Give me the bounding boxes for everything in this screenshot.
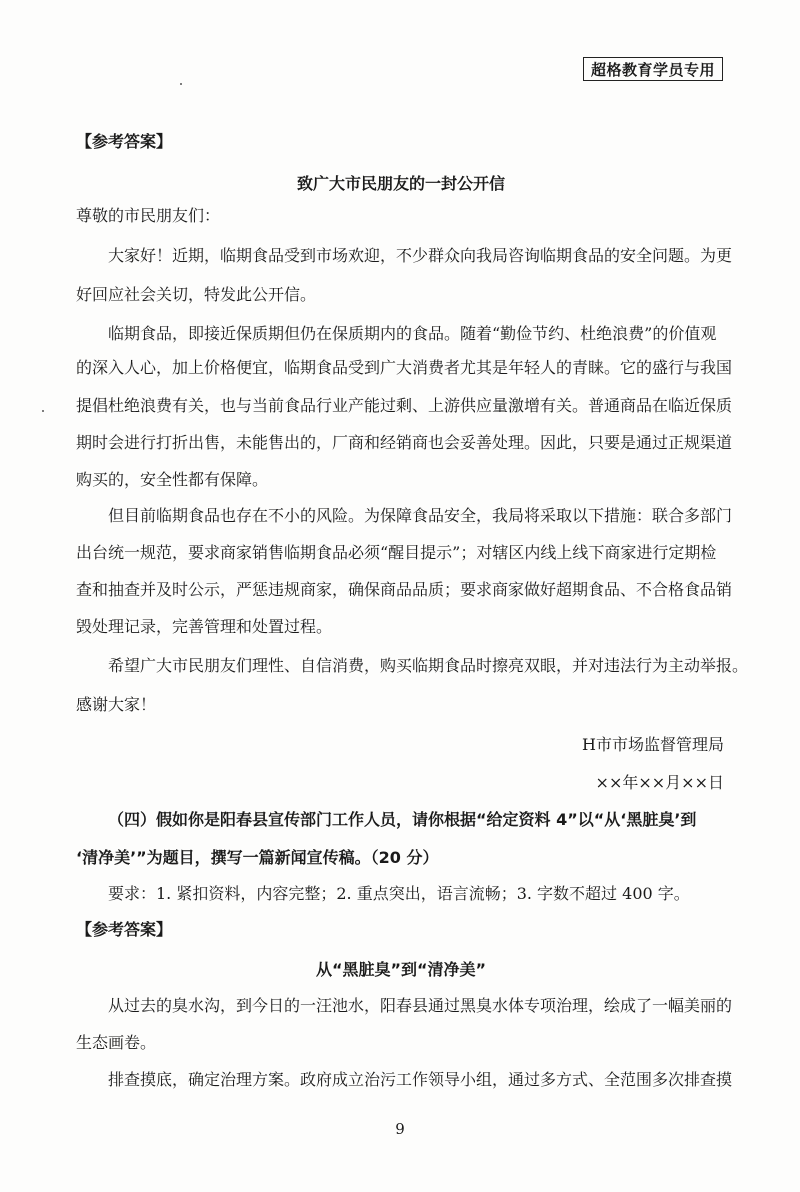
paragraph-line: 感谢大家！	[76, 695, 157, 714]
paragraph-line: 购买的，安全性都有保障。	[76, 470, 269, 489]
paragraph-line: 出台统一规范，要求商家销售临期食品必须“醒目提示”；对辖区内线上线下商家进行定期检	[76, 543, 717, 562]
question-4-requirement: 要求：1. 紧扣资料，内容完整；2. 重点突出，语言流畅；3. 字数不超过 400 字。	[108, 884, 690, 903]
question-4-line-2: ‘清净美’”为题目，撰写一篇新闻宣传稿。（20 分）	[76, 848, 439, 867]
article-title: 从“黑脏臭”到“清净美”	[315, 960, 487, 979]
letter-title: 致广大市民朋友的一封公开信	[296, 174, 505, 193]
paragraph-line: 期时会进行打折出售，未能售出的，厂商和经销商也会妥善处理。因此，只要是通过正规渠道	[76, 433, 733, 452]
paragraph-line: 希望广大市民朋友们理性、自信消费，购买临期食品时擦亮双眼，并对违法行为主动举报。	[108, 656, 749, 675]
paragraph-line: 临期食品，即接近保质期但仍在保质期内的食品。随着“勤俭节约、杜绝浪费”的价值观	[108, 324, 717, 343]
paragraph-line: 但目前临期食品也存在不小的风险。为保障食品安全，我局将采取以下措施：联合多部门	[108, 506, 733, 525]
scan-speck	[180, 83, 182, 85]
paragraph-line: 查和抽查并及时公示，严惩违规商家，确保商品品质；要求商家做好超期食品、不合格食品销	[76, 580, 733, 599]
paragraph-line: 大家好！近期，临期食品受到市场欢迎，不少群众向我局咨询临期食品的安全问题。为更	[108, 246, 733, 265]
signature: H市市场监督管理局	[582, 735, 724, 754]
paragraph-line: 提倡杜绝浪费有关，也与当前食品行业产能过剩、上游供应量激增有关。普通商品在临近保质	[76, 396, 733, 415]
student-use-stamp: 超格教育学员专用	[583, 57, 723, 81]
paragraph-line: 从过去的臭水沟，到今日的一汪池水，阳春县通过黑臭水体专项治理，绘成了一幅美丽的	[108, 996, 733, 1015]
letter-date: ××年××月××日	[595, 773, 724, 792]
paragraph-line: 排查摸底，确定治理方案。政府成立治污工作领导小组，通过多方式、全范围多次排查摸	[108, 1070, 733, 1089]
page-number: 9	[395, 1120, 405, 1138]
reference-answer-label: 【参考答案】	[76, 920, 173, 939]
paragraph-line: 好回应社会关切，特发此公开信。	[76, 285, 317, 304]
paragraph-line: 毁处理记录，完善管理和处置过程。	[76, 617, 333, 636]
question-4-line-1: （四）假如你是阳春县宣传部门工作人员，请你根据“给定资料 4”以“从‘黑脏臭’到	[108, 810, 697, 829]
paragraph-line: 的深入人心，加上价格便宜，临期食品受到广大消费者尤其是年轻人的青睐。它的盛行与我国	[76, 358, 733, 377]
paragraph-line: 生态画卷。	[76, 1033, 157, 1052]
reference-answer-label: 【参考答案】	[76, 132, 173, 151]
salutation: 尊敬的市民朋友们：	[76, 206, 221, 225]
scan-speck	[42, 410, 44, 412]
